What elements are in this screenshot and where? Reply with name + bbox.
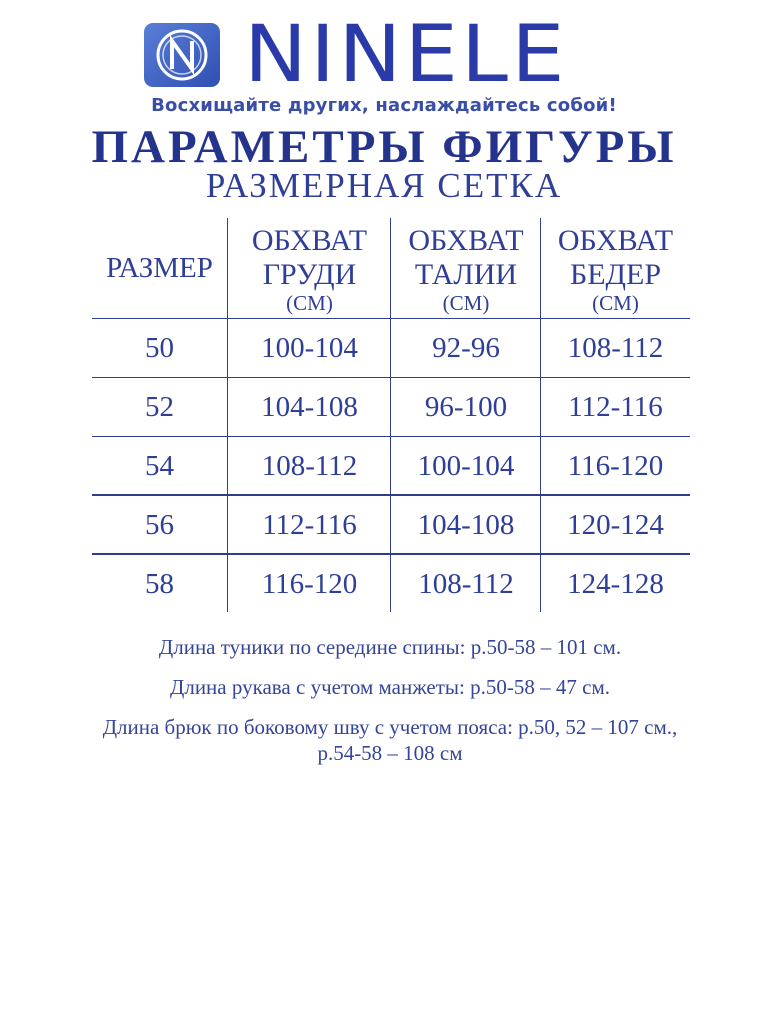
cell-hips: 124-128 (567, 568, 664, 600)
table-row (92, 437, 690, 496)
header-waist-line1: ОБХВАТ (408, 224, 524, 257)
cell-chest: 116-120 (261, 568, 358, 600)
note-trousers-length: Длина брюк по боковому шву с учетом пояса: р.50, 52 – 107 см., р.54-58 – 108 см (102, 715, 678, 765)
cell-waist: 96-100 (424, 391, 508, 423)
brand-tagline: Восхищайте других, наслаждайтесь собой! (151, 95, 617, 116)
cell-hips: 108-112 (567, 332, 664, 364)
cell-size: 50 (145, 332, 174, 364)
cell-size: 54 (145, 450, 174, 482)
header-hips-unit: (СМ) (592, 291, 639, 315)
cell-hips: 120-124 (567, 509, 664, 541)
cell-size: 58 (145, 568, 174, 600)
table-row (92, 496, 690, 555)
cell-chest: 100-104 (261, 332, 358, 364)
cell-chest: 108-112 (261, 450, 358, 482)
header-waist (391, 218, 541, 318)
table-header-row (92, 218, 690, 319)
cell-waist: 104-108 (417, 509, 515, 541)
page-subtitle: РАЗМЕРНАЯ СЕТКА (205, 166, 563, 205)
note-sleeve-length: Длина рукава с учетом манжеты: р.50-58 – 47 см. (170, 675, 610, 699)
garment-notes (90, 634, 690, 766)
header-chest-line2: ГРУДИ (262, 258, 357, 291)
brand-header (0, 10, 768, 100)
cell-size: 56 (145, 509, 174, 541)
table-row (92, 319, 690, 378)
cell-hips: 116-120 (567, 450, 664, 482)
header-waist-line2: ТАЛИИ (414, 258, 518, 291)
cell-waist: 108-112 (418, 568, 514, 600)
cell-chest: 112-116 (262, 509, 357, 541)
header-hips-line1: ОБХВАТ (557, 224, 674, 257)
header-chest (228, 218, 391, 318)
header-hips (541, 218, 690, 318)
header-hips-line2: БЕДЕР (569, 258, 662, 291)
cell-size: 52 (145, 391, 174, 423)
header-chest-unit: (СМ) (286, 291, 333, 315)
cell-chest: 104-108 (261, 391, 358, 423)
table-row (92, 378, 690, 437)
cell-waist: 100-104 (417, 450, 515, 482)
size-chart-table (92, 218, 690, 613)
note-tunic-length: Длина туники по середине спины: р.50-58 – 101 см. (158, 635, 622, 659)
page-title: ПАРАМЕТРЫ ФИГУРЫ (91, 121, 677, 173)
header-size: РАЗМЕР (106, 252, 213, 284)
ninele-logo-icon (143, 22, 221, 88)
cell-hips: 112-116 (568, 391, 663, 423)
cell-waist: 92-96 (432, 332, 500, 364)
header-waist-unit: (СМ) (442, 291, 490, 315)
table-row (92, 555, 690, 613)
brand-name: NINELE (244, 10, 568, 100)
header-chest-line1: ОБХВАТ (251, 224, 368, 257)
